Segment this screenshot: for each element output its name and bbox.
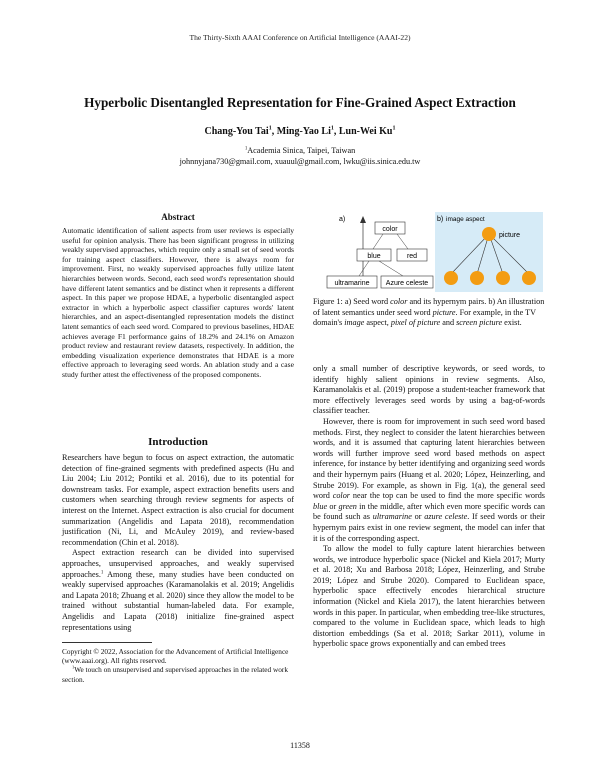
picture-node bbox=[482, 227, 496, 241]
page-number: 11358 bbox=[290, 741, 310, 750]
introduction-heading: Introduction bbox=[148, 436, 208, 448]
latent-node bbox=[444, 271, 458, 285]
conference-header: The Thirty-Sixth AAAI Conference on Artificial Intelligence (AAAI-22) bbox=[189, 33, 411, 42]
abstract-heading: Abstract bbox=[161, 212, 195, 222]
latent-node bbox=[522, 271, 536, 285]
affiliation-text: Academia Sinica, Taipei, Taiwan bbox=[247, 146, 356, 155]
body-paragraph-1: only a small number of descriptive keywords, or seed words, to identify highly salient opinions in review segments. Also, Karamanolakis et al. (2019) propose a student-teacher framework that more effectively leverages seed words by using a bag-of-words classifier teacher. bbox=[313, 364, 545, 416]
text-run: or bbox=[327, 501, 339, 511]
caption-part: . For example, in the TV domain's bbox=[313, 307, 536, 328]
body-paragraph-3: To allow the model to fully capture latent hierarchies between words, we introduce hyperbolic space (Nickel and Kiela 2017; Murty et al. 2018; Xu and Barbosa 2018; López, Heinzerling, and Strube 2019; López and Strube 2020). Compared to Euclidean space, hyperbolic space effectively encodes hierarchical structure information (Nickel and Kiela 2017), the latent hierarchies between words in this paper. In particular, when embedding tree-like structures, compared to the volume in Euclidean space, which leads to high distortion embeddings (Sa et al. 2018; Sarkar 2011), volume in hyperbolic space grows exponentially and can embed trees bbox=[313, 544, 545, 649]
emph-run: ultramarine bbox=[372, 512, 412, 522]
emph-run: azure celeste bbox=[424, 512, 468, 522]
node-red: red bbox=[406, 253, 418, 260]
node-ultramarine: ultramarine bbox=[334, 280, 370, 287]
caption-emph: picture bbox=[432, 307, 456, 317]
intro-paragraph-1: Researchers have begun to focus on aspect extraction, the automatic detection of fine-grained segments with predefined aspects (Hu and Liu 2004; Liu 2012; Pontiki et al. 2016), due to its potential for downstream tasks. For example, aspect extraction benefits users and customers when searching through review segments for aspects of interest on the Internet. Aspect extraction is also crucial for document summarization (Angelidis and Lapata 2018), recommendation justification (Ni, Li, and McAuley 2019), and review-based recommendation (Chin et al. 2018). bbox=[62, 453, 294, 547]
affiliation-block bbox=[0, 146, 600, 167]
caption-part: Figure 1: a) Seed word bbox=[313, 297, 391, 306]
panel-b-label: b) bbox=[437, 216, 444, 223]
intro-paragraph-2 bbox=[62, 548, 294, 633]
affiliation-mark: 1 bbox=[244, 146, 248, 152]
arrow-head-icon bbox=[360, 216, 366, 223]
emph-run: green bbox=[338, 501, 357, 511]
latent-node bbox=[470, 271, 484, 285]
footnote-mark: 1 bbox=[72, 664, 75, 670]
paper-title: Hyperbolic Disentangled Representation for Fine-Grained Aspect Extraction bbox=[84, 95, 516, 110]
author-name: Chang-You Tai bbox=[204, 126, 269, 137]
picture-label: picture bbox=[499, 232, 521, 239]
figure-caption bbox=[313, 297, 545, 329]
footnote-text: We touch on unsupervised and supervised approaches in the related work section. bbox=[62, 665, 288, 684]
author-emails: johnnyjana730@gmail.com, xuauul@gmail.com, lwku@iis.sinica.edu.tw bbox=[179, 156, 421, 166]
latent-node bbox=[496, 271, 510, 285]
text-run: . If seed words or their hypernym pairs exist in one review segment, the model can infer that it is of the corresponding aspect. bbox=[313, 512, 545, 543]
caption-part: aspect, bbox=[364, 318, 391, 328]
emph-run: blue bbox=[313, 501, 328, 511]
node-color: color bbox=[382, 226, 398, 233]
author-affil-mark: 1 bbox=[330, 125, 334, 132]
caption-emph: image bbox=[344, 318, 365, 328]
footnote-ref: 1 bbox=[100, 569, 104, 575]
author-list: Chang-You Tai$^1$, Ming-Yao Li$^1$, Lun-Wei Ku$^1$ bbox=[204, 125, 396, 137]
text-run: near the top can be used to find the more specific words bbox=[350, 491, 545, 501]
figure-1 bbox=[313, 212, 545, 292]
right-column-body bbox=[313, 364, 545, 729]
affiliation bbox=[0, 146, 600, 157]
body-paragraph-2 bbox=[313, 417, 545, 544]
caption-part: and bbox=[440, 318, 457, 328]
caption-part: exist. bbox=[502, 318, 522, 328]
footnote-divider bbox=[62, 642, 152, 643]
emph-run: color bbox=[332, 491, 350, 501]
author-name: Ming-Yao Li bbox=[276, 126, 331, 137]
node-azure: Azure celeste bbox=[385, 280, 429, 287]
footnote-1 bbox=[62, 665, 294, 683]
panel-a-label: a) bbox=[339, 216, 346, 223]
caption-emph: screen picture bbox=[456, 318, 503, 328]
image-aspect-label: image aspect bbox=[446, 216, 485, 223]
text-run: in the middle, after which even more specific words can be found such as bbox=[313, 501, 545, 522]
node-blue: blue bbox=[367, 253, 381, 260]
footnotes bbox=[62, 647, 294, 684]
text-run: or bbox=[411, 512, 425, 522]
abstract-text: Automatic identification of salient aspects from user reviews is especially useful for opinion analysis. There has been significant progress in utilizing weakly supervised approaches, which require only a small set of seed words for training aspect classifiers. However, there is always room for improvement. First, no weakly supervised approaches fully utilize latent hierarchies between words. Second, each seed word's representation should have different latent semantics and be distinct when it represents a different aspect. In this paper we propose HDAE, a hyperbolic disentangled aspect extractor in which a hyperbolic aspect classifier captures words' latent hierarchies, and an aspect-disentangled representation models the distinct latent semantics of each seed word. Compared to previous baselines, HDAE achieves average F1 performance gains of 18.2% and 24.1% on Amazon product review and restaurant review datasets, respectively. In addition, the embedding visualization experience demonstrates that HDAE is a more effective approach to leveraging seed words. An ablation study and a case study further attest the effectiveness of the proposed components. bbox=[62, 226, 294, 379]
author-name: Lun-Wei Ku bbox=[338, 126, 393, 137]
caption-part: and its hypernym pairs. b) An illustration of latent semantics under seed word bbox=[313, 297, 545, 317]
caption-emph: pixel of picture bbox=[390, 318, 441, 328]
caption-emph: color bbox=[390, 297, 408, 306]
introduction-body bbox=[62, 453, 294, 632]
intro-p2-end: Among these, many studies have been conducted on weakly supervised approaches (Karamanolakis et al. 2019; Angelidis and Lapata 2018; Zhuang et al. 2020) since they allow the model to be trained without substantial human-labeled data. For example, Angelidis and Lapata (2018) initialize fine-grained aspect representations using bbox=[62, 569, 294, 632]
author-affil-mark: 1 bbox=[268, 125, 272, 132]
intro-p2-start: Aspect extraction research can be divided into supervised approaches, unsupervised approaches, and weakly supervised approaches. bbox=[62, 548, 294, 579]
copyright-notice: Copyright © 2022, Association for the Advancement of Artificial Intelligence (www.aaai.org). All rights reserved. bbox=[62, 647, 289, 666]
author-affil-mark: 1 bbox=[392, 125, 396, 132]
text-run: However, there is room for improvement in such seed word based methods. First, they neglect to consider the latent hierarchies between words, and it is assumed that capturing latent hierarchies between words will further improve seed word based methods on aspect inference, for instance by better identifying and organizing seed words and their hypernym pairs (Huang et al. 2020; López, Heinzerling, and Strube 2019). For example, as shown in Fig. 1(a), the general seed word bbox=[313, 416, 545, 501]
